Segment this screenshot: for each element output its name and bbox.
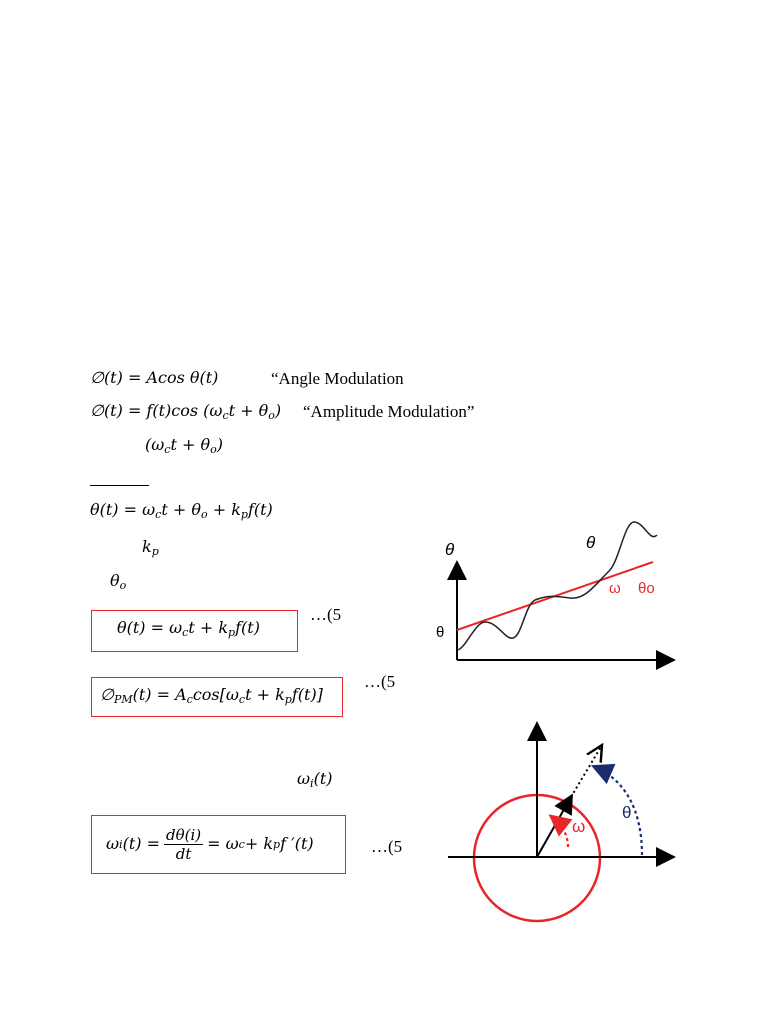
box2-part2: (t) = A [132, 685, 187, 704]
equation-ref-2: …(5 [364, 672, 396, 691]
derivative-fraction [164, 826, 203, 863]
axis-theta-label: θ [436, 624, 445, 641]
box3-part4: + k [244, 834, 274, 853]
y-axis-label: θ [445, 540, 455, 559]
label-angle-modulation: “Angle Modulation [271, 369, 404, 388]
theta-o-label: θo [638, 580, 655, 597]
equation-pm-boxed [100, 687, 323, 705]
theta-arc [595, 767, 642, 855]
phasor-arrow [537, 797, 571, 857]
sub-p: p [151, 545, 159, 558]
eq2-part1: ∅(t) = f(t)cos (ω [90, 401, 223, 420]
eq4-part1: θ(t) = ω [90, 500, 156, 519]
box3-part5: f ′(t) [280, 834, 314, 853]
eq1-rhs: cos θ(t) [157, 368, 219, 387]
eq4-part4: f(t) [247, 500, 273, 519]
sub-pm: PM [113, 693, 133, 706]
box1-part2: t + k [188, 618, 229, 637]
label-amplitude-modulation: “Amplitude Modulation” [303, 402, 475, 421]
eq2-part2: t + θ [228, 401, 269, 420]
eq3-part1: (ω [145, 435, 165, 454]
box3-part3: = ω [207, 834, 239, 853]
curve-theta-label: θ [586, 533, 596, 552]
omega-i-omega: ω [297, 769, 311, 788]
eq3-part2: t + θ [170, 435, 211, 454]
sub-c: c [186, 693, 193, 706]
box1-part3: f(t) [235, 618, 260, 637]
sub-c: c [222, 409, 229, 422]
equation-ref-3: …(5 [371, 837, 403, 856]
equation-ref-1: …(5 [310, 605, 342, 624]
sub-o: o [268, 409, 275, 422]
equation-theta-t [90, 502, 273, 520]
eq3-part3: ) [216, 435, 223, 454]
sub-i: i [310, 777, 314, 790]
eq4-part2: t + θ [161, 500, 201, 519]
equation-phase-boxed [117, 620, 260, 638]
theta-o-theta: θ [110, 571, 120, 590]
omega-arc [552, 817, 568, 847]
omega-label: ω [572, 817, 586, 836]
equation-phase-term [145, 437, 223, 455]
sub-p: p [273, 837, 281, 851]
equation-instantaneous-frequency [106, 822, 314, 866]
sub-p: p [240, 508, 248, 521]
sub-p: p [228, 626, 236, 639]
symbol-kp [142, 539, 159, 557]
sub-o: o [210, 443, 217, 456]
fraction-numerator: dθ(i) [165, 825, 202, 844]
sub-c: c [155, 508, 162, 521]
eq1-lhs: ∅(t) = A [90, 368, 158, 387]
box2-part1: ∅ [100, 685, 114, 704]
sub-o: o [119, 579, 127, 592]
box1-part1: θ(t) = ω [117, 618, 183, 637]
symbol-omega-i [297, 771, 333, 789]
separator-line [90, 485, 149, 486]
eq4-part3: + k [207, 500, 241, 519]
sub-c: c [182, 626, 189, 639]
symbol-theta-o [110, 573, 126, 591]
sub-p: p [284, 693, 292, 706]
sub-o: o [200, 508, 208, 521]
box2-part3: cos[ω [192, 685, 239, 704]
sub-c: c [164, 443, 171, 456]
sub-c: c [238, 693, 246, 706]
eq2-part3: ) [274, 401, 282, 420]
sub-c: c [238, 837, 245, 851]
theta-label: θ [622, 803, 632, 822]
fraction-denominator: dt [175, 844, 192, 863]
phasor-diagram [440, 715, 690, 935]
sub-i: i [119, 837, 123, 851]
equation-amplitude-modulation [90, 403, 281, 421]
box2-part5: f(t)] [291, 685, 323, 704]
kp-k: k [142, 537, 152, 556]
box3-part2: (t) = [122, 834, 160, 853]
box3-part1: ω [106, 834, 120, 853]
omega-i-tail: (t) [313, 769, 333, 788]
phase-graph [420, 510, 690, 675]
phase-curve [457, 522, 657, 650]
phasor-dotted-extension [571, 745, 602, 797]
box2-part4: t + k [245, 685, 285, 704]
equation-angle-modulation [90, 370, 218, 386]
omega-label: ω [609, 580, 621, 597]
